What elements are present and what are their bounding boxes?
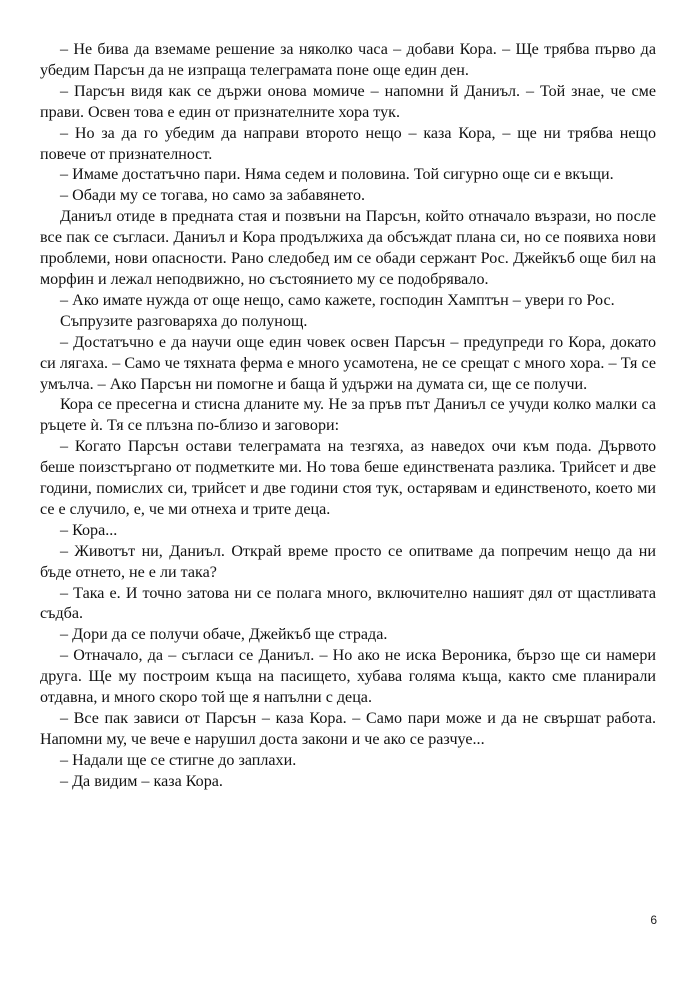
paragraph-8: Съпрузите разговаряха до полунощ. <box>60 312 308 330</box>
paragraph-1: – Не бива да вземаме решение за няколко часа – добави Кора. – Ще трябва първо да убедим Парсън да не изпраща телеграмата поне още един ден. <box>40 41 656 79</box>
paragraph-6: Даниъл отиде в предната стая и позвъни на Парсън, който отначало възрази, но после все пак се съгласи. Даниъл и Кора продължиха да обсъждат плана си, но се появиха нови проблеми, нови опасности. Рано следобед им се обади сержант Рос. Джейкъб още бил на морфин и лежал неподвижно, но състоянието му се подобрявало. <box>40 208 656 288</box>
paragraph-10: Кора се пресегна и стисна дланите му. Не за пръв път Даниъл се учуди колко малки са ръцете ѝ. Тя се плъзна по-близо и заговори: <box>40 396 656 435</box>
paragraph-13: – Животът ни, Даниъл. Открай време просто се опитваме да попречим нещо да ни бъде отнето, не е ли така? <box>40 542 656 581</box>
page-number: 6 <box>650 913 657 927</box>
paragraph-9: – Достатъчно е да научи още един човек освен Парсън – предупреди го Кора, докато си лягаха. – Само че тяхната ферма е много усамотена, не се срещат с много хора. – Тя се умълча. – Ако Парсън ни помогне и баща й удържи на думата си, ще се получи. <box>40 333 656 393</box>
paragraph-11: – Когато Парсън остави телеграмата на тезгяха, аз наведох очи към пода. Дървото беше поизстъргано от подметките ми. Но това беше единствената разлика. Трийсет и две години, помислих си, трийсет и две години стоя тук, остарявам и единственото, което ми се е случило, е, че ми отнеха и трите деца. <box>40 438 656 518</box>
paragraph-12: – Кора... <box>60 521 118 539</box>
paragraph-4: – Имаме достатъчно пари. Няма седем и половина. Той сигурно още си е вкъщи. <box>60 166 614 184</box>
paragraph-3: – Но за да го убедим да направи второто нещо – каза Кора, – ще ни трябва нещо повече от признателност. <box>40 124 656 163</box>
paragraph-5: – Обади му се тогава, но само за забавянето. <box>60 187 366 205</box>
paragraph-19: – Да видим – каза Кора. <box>60 772 223 790</box>
paragraph-7: – Ако имате нужда от още нещо, само кажете, господин Хамптън – увери го Рос. <box>60 291 615 309</box>
text-body <box>40 40 656 793</box>
paragraph-17: – Все пак зависи от Парсън – каза Кора. – Само пари може и да не свършат работа. Напомни му, че вече е нарушил доста закони и че ако се разчуе... <box>40 710 656 748</box>
paragraph-2: – Парсън видя как се държи онова момиче – напомни й Даниъл. – Той знае, че сме прави. Освен това е един от признателните хора тук. <box>40 82 656 121</box>
paragraph-15: – Дори да се получи обаче, Джейкъб ще страда. <box>60 626 388 644</box>
paragraph-14: – Така е. И точно затова ни се полага много, включително нашият дял от щастливата съдба. <box>40 584 656 623</box>
paragraph-16: – Отначало, да – съгласи се Даниъл. – Но ако не иска Вероника, бързо ще си намери друга. Ще му построим къща на пасището, хубава голяма къща, както сме планирали отдавна, и много скоро той ще я напълни с деца. <box>40 647 656 707</box>
paragraph-18: – Надали ще се стигне до заплахи. <box>60 751 297 769</box>
